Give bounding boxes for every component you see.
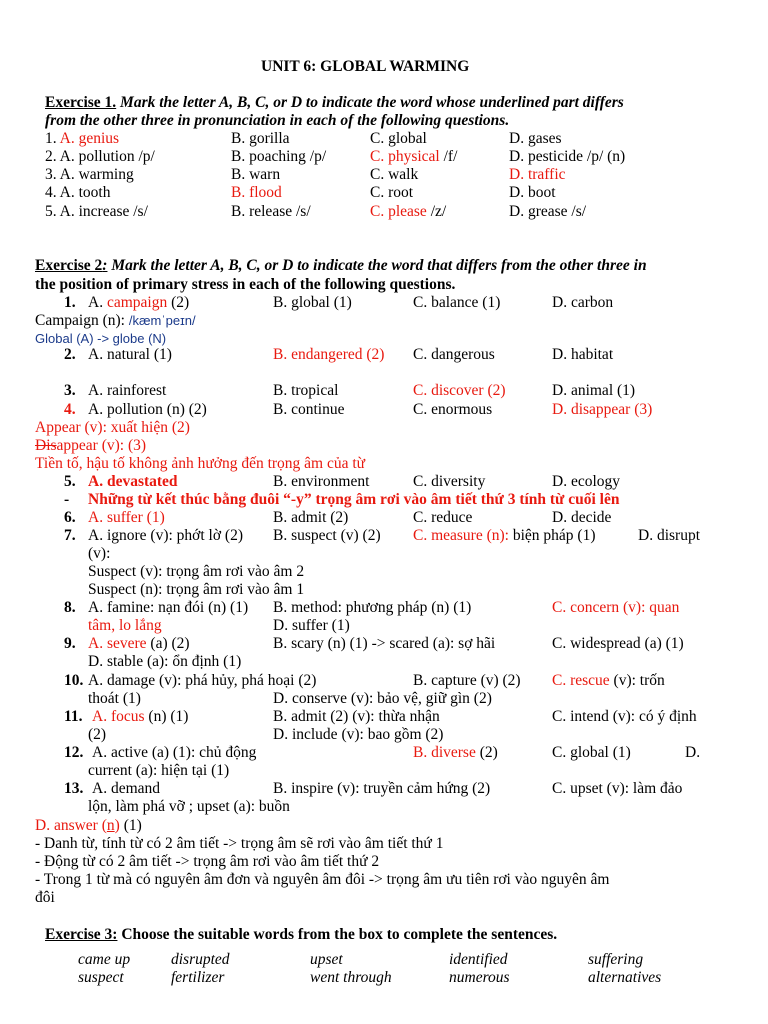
ex1-c-suffix: /f/ [439, 148, 458, 165]
ex1-option-c [370, 166, 418, 184]
exercise-2-instruction: Mark the letter A, B, C, or D to indicate the word that differs from the other three in [107, 257, 647, 274]
note-disappear-prefix: Dis [35, 437, 57, 454]
rule-1: - Danh từ, tính từ có 2 âm tiết -> trọng âm sẽ rơi vào âm tiết thứ 1 [35, 835, 444, 852]
ex1-option-b: B. release /s/ [231, 203, 311, 220]
ex1-option-b: B. flood [231, 184, 282, 201]
q5-option-a: A. devastated [88, 473, 178, 490]
word-box-item: alternatives [588, 969, 662, 986]
q8-option-b: B. method: phương pháp (n) (1) [273, 599, 472, 616]
note-disappear-rest: appear (v): (3) [56, 437, 147, 454]
ex1-a-prefix: A. [59, 184, 79, 201]
q10-c-answer: C. rescue [552, 672, 610, 689]
q8-option-a: A. famine: nạn đói (n) (1) [88, 599, 249, 616]
note-suspect-v: Suspect (v): trọng âm rơi vào âm 2 [88, 563, 305, 580]
q3-option-d: D. animal (1) [552, 382, 636, 399]
q7-option-b: B. suspect (v) (2) [273, 527, 381, 544]
q11-option-b: B. admit (2) (v): thừa nhận [273, 708, 440, 725]
ex1-option-d: D. gases [509, 130, 562, 147]
q11-a-rest: (n) (1) [144, 708, 189, 725]
q2-option-b: B. endangered (2) [273, 346, 385, 363]
q12-number: 12. [64, 744, 84, 761]
q2-number: 2. [64, 346, 76, 363]
q4-option-a: A. pollution (n) (2) [88, 401, 207, 418]
q10-option-d: D. conserve (v): bảo vệ, giữ gìn (2) [273, 690, 492, 707]
ex1-option-d: D. boot [509, 184, 556, 201]
q1-a-suffix: (2) [167, 294, 190, 311]
rule-2: - Động từ có 2 âm tiết -> trọng âm rơi vào âm tiết thứ 2 [35, 853, 380, 870]
word-box-item: disrupted [171, 951, 230, 968]
q8-option-c-cont: tâm, lo lắng [88, 617, 162, 634]
q12-option-c: C. global (1) [552, 744, 631, 761]
word-box-item: identified [449, 951, 508, 968]
q9-option-b: B. scary (n) (1) -> scared (a): sợ hãi [273, 635, 496, 652]
ex1-question-number: 5. [45, 203, 60, 220]
q1-a-prefix: A. [88, 294, 107, 311]
q1-number: 1. [64, 294, 76, 311]
ex1-a-prefix: A. [59, 130, 79, 147]
q1-a-answer: campaign [106, 294, 168, 311]
q11-option-d: D. include (v): bao gồm (2) [273, 726, 444, 743]
q13-option-c: C. upset (v): làm đảo [552, 780, 683, 797]
word-box-item: upset [310, 951, 343, 968]
ex1-a-word: increase /s/ [78, 203, 148, 220]
q9-a-rest: (a) (2) [146, 635, 190, 652]
ex1-a-prefix: A. [59, 166, 79, 183]
ex1-question-number: 1. [45, 130, 60, 147]
q11-cont: (2) [88, 726, 107, 743]
q7-option-a: A. ignore (v): phớt lờ (2) [88, 527, 243, 544]
q12-option-b [413, 744, 498, 762]
ex1-option-a [45, 148, 155, 166]
q10-option-b: B. capture (v) (2) [413, 672, 521, 689]
exercise-2-instruction-cont: the position of primary stress in each of the following questions. [35, 276, 456, 293]
ex1-option-b: B. poaching /p/ [231, 148, 327, 165]
q13-d-answer: D. answer ( [35, 817, 107, 834]
q1-option-b: B. global (1) [273, 294, 352, 311]
q6-option-d: D. decide [552, 509, 612, 526]
q4-option-d: D. disappear (3) [552, 401, 653, 418]
q1-option-d: D. carbon [552, 294, 614, 311]
ex1-c-word: C. global [370, 130, 427, 147]
q6-number: 6. [64, 509, 76, 526]
q10-number: 10. [64, 672, 84, 689]
q13-d-close: ) [114, 817, 120, 834]
exercise-3-label: Exercise 3: [45, 926, 118, 943]
q10-option-c [552, 672, 665, 690]
q9-a-answer: A. severe [88, 635, 147, 652]
q8-option-d: D. suffer (1) [273, 617, 350, 634]
ex1-option-a [45, 184, 110, 202]
ex1-option-a [45, 130, 119, 148]
ex1-option-a [45, 166, 134, 184]
exercise-2-heading [35, 257, 647, 275]
q2-option-a: A. natural (1) [88, 346, 172, 363]
exercise-2-colon: : [102, 257, 108, 274]
ex1-option-d: D. traffic [509, 166, 566, 183]
q9-option-c: C. widespread (a) (1) [552, 635, 684, 652]
rule-3-cont: đôi [35, 889, 55, 906]
word-box-item: came up [78, 951, 131, 968]
q11-option-c: C. intend (v): có ý định [552, 708, 697, 725]
ex1-question-number: 2. [45, 148, 60, 165]
note-prefix-rule: Tiền tố, hậu tố không ảnh hưởng đến trọng âm của từ [35, 455, 366, 472]
q9-number: 9. [64, 635, 76, 652]
exercise-2-label: Exercise 2 [35, 257, 103, 274]
ex1-option-d: D. grease /s/ [509, 203, 587, 220]
q12-option-d: D. [685, 744, 701, 761]
ex1-a-word: pollution /p/ [78, 148, 155, 165]
q6-option-a: A. suffer (1) [88, 509, 165, 526]
ex1-option-b: B. gorilla [231, 130, 290, 147]
ex1-option-a [45, 203, 148, 221]
q10-cont: thoát (1) [88, 690, 141, 707]
exercise-1-heading [45, 94, 624, 112]
q2-option-d: D. habitat [552, 346, 614, 363]
q7-option-c [413, 527, 596, 545]
q12-b-answer: B. diverse [413, 744, 476, 761]
ex1-a-word: genius [78, 130, 120, 147]
q4-option-c: C. enormous [413, 401, 493, 418]
word-box-item: went through [310, 969, 392, 986]
q8-option-c: C. concern (v): quan [552, 599, 680, 616]
ex1-option-b: B. warn [231, 166, 281, 183]
note-appear: Appear (v): xuất hiện (2) [35, 419, 190, 436]
note-global: Global (A) -> globe (N) [35, 331, 167, 346]
q5-option-b: B. environment [273, 473, 370, 490]
q13-option-b: B. inspire (v): truyền cảm hứng (2) [273, 780, 491, 797]
q3-option-c: C. discover (2) [413, 382, 506, 399]
q5-number: 5. [64, 473, 76, 490]
ex1-option-c [370, 148, 457, 166]
q9-option-a [88, 635, 190, 653]
q13-number: 13. [64, 780, 84, 797]
ex1-a-word: warming [78, 166, 134, 183]
rule-y-dash: - [64, 491, 70, 508]
q10-option-a: A. damage (v): phá hủy, phá hoại (2) [88, 672, 317, 689]
ex1-a-word: tooth [78, 184, 111, 201]
note-campaign-label: Campaign (n): [35, 312, 129, 329]
q12-b-rest: (2) [475, 744, 498, 761]
word-box-item: suspect [78, 969, 124, 986]
q5-option-d: D. ecology [552, 473, 621, 490]
q3-number: 3. [64, 382, 76, 399]
q11-option-a [92, 708, 188, 726]
q7-c-answer: C. measure (n): [413, 527, 509, 544]
ex1-question-number: 4. [45, 184, 60, 201]
ex1-c-suffix: /z/ [426, 203, 447, 220]
page-title: UNIT 6: GLOBAL WARMING [261, 58, 470, 75]
ex1-a-prefix: A. [59, 148, 79, 165]
q13-d-underlined: n [106, 817, 115, 834]
ex1-option-c [370, 130, 427, 148]
q4-option-b: B. continue [273, 401, 345, 418]
q6-option-c: C. reduce [413, 509, 473, 526]
rule-3: - Trong 1 từ mà có nguyên âm đơn và nguyên âm đôi -> trọng âm ưu tiên rơi vào nguyên âm [35, 871, 610, 888]
rule-y: Những từ kết thúc bằng đuôi “-y” trọng âm rơi vào âm tiết thứ 3 tính từ cuối lên [88, 491, 620, 508]
ex1-option-d: D. pesticide /p/ (n) [509, 148, 626, 165]
q9-option-d: D. stable (a): ổn định (1) [88, 653, 242, 670]
ex1-option-c [370, 203, 446, 221]
note-disappear [35, 437, 146, 455]
ex1-question-number: 3. [45, 166, 60, 183]
q1-option-a [88, 294, 189, 312]
word-box-item: suffering [588, 951, 644, 968]
word-box-item: fertilizer [171, 969, 225, 986]
ex1-c-word: C. please [370, 203, 427, 220]
q12-cont: current (a): hiện tại (1) [88, 762, 230, 779]
exercise-3-instruction: Choose the suitable words from the box to complete the sentences. [117, 926, 558, 943]
q13-cont: lộn, làm phá vỡ ; upset (a): buồn [88, 798, 290, 815]
q2-option-c: C. dangerous [413, 346, 495, 363]
q11-a-answer: A. focus [92, 708, 145, 725]
exercise-1-instruction-cont: from the other three in pronunciation in each of the following questions. [45, 112, 510, 129]
q7-c-rest: biện pháp (1) [508, 527, 596, 544]
note-campaign [35, 312, 196, 330]
q11-number: 11. [64, 708, 83, 725]
q7-number: 7. [64, 527, 76, 544]
q1-option-c: C. balance (1) [413, 294, 501, 311]
q7-cont: (v): [88, 545, 111, 562]
q6-option-b: B. admit (2) [273, 509, 349, 526]
q13-d-rest: (1) [119, 817, 142, 834]
ex1-c-word: C. walk [370, 166, 419, 183]
q5-option-c: C. diversity [413, 473, 486, 490]
ex1-a-prefix: A. [59, 203, 79, 220]
exercise-3-heading [45, 926, 557, 944]
q8-number: 8. [64, 599, 76, 616]
exercise-1-instruction: Mark the letter A, B, C, or D to indicate the word whose underlined part differs [116, 94, 624, 111]
ex1-option-c [370, 184, 413, 202]
ex1-c-word: C. root [370, 184, 414, 201]
q12-option-a: A. active (a) (1): chủ động [92, 744, 257, 761]
q13-option-a: A. demand [92, 780, 161, 797]
exercise-1-label: Exercise 1. [45, 94, 117, 111]
q10-c-rest: (v): trốn [609, 672, 665, 689]
q13-option-d [35, 817, 142, 835]
q3-option-a: A. rainforest [88, 382, 167, 399]
word-box-item: numerous [449, 969, 510, 986]
q3-option-b: B. tropical [273, 382, 339, 399]
note-campaign-ipa: /kæmˈpeɪn/ [128, 313, 196, 328]
q7-option-d: D. disrupt [638, 527, 700, 544]
ex1-c-word: C. physical [370, 148, 440, 165]
q4-number: 4. [64, 401, 76, 418]
note-suspect-n: Suspect (n): trọng âm rơi vào âm 1 [88, 581, 305, 598]
